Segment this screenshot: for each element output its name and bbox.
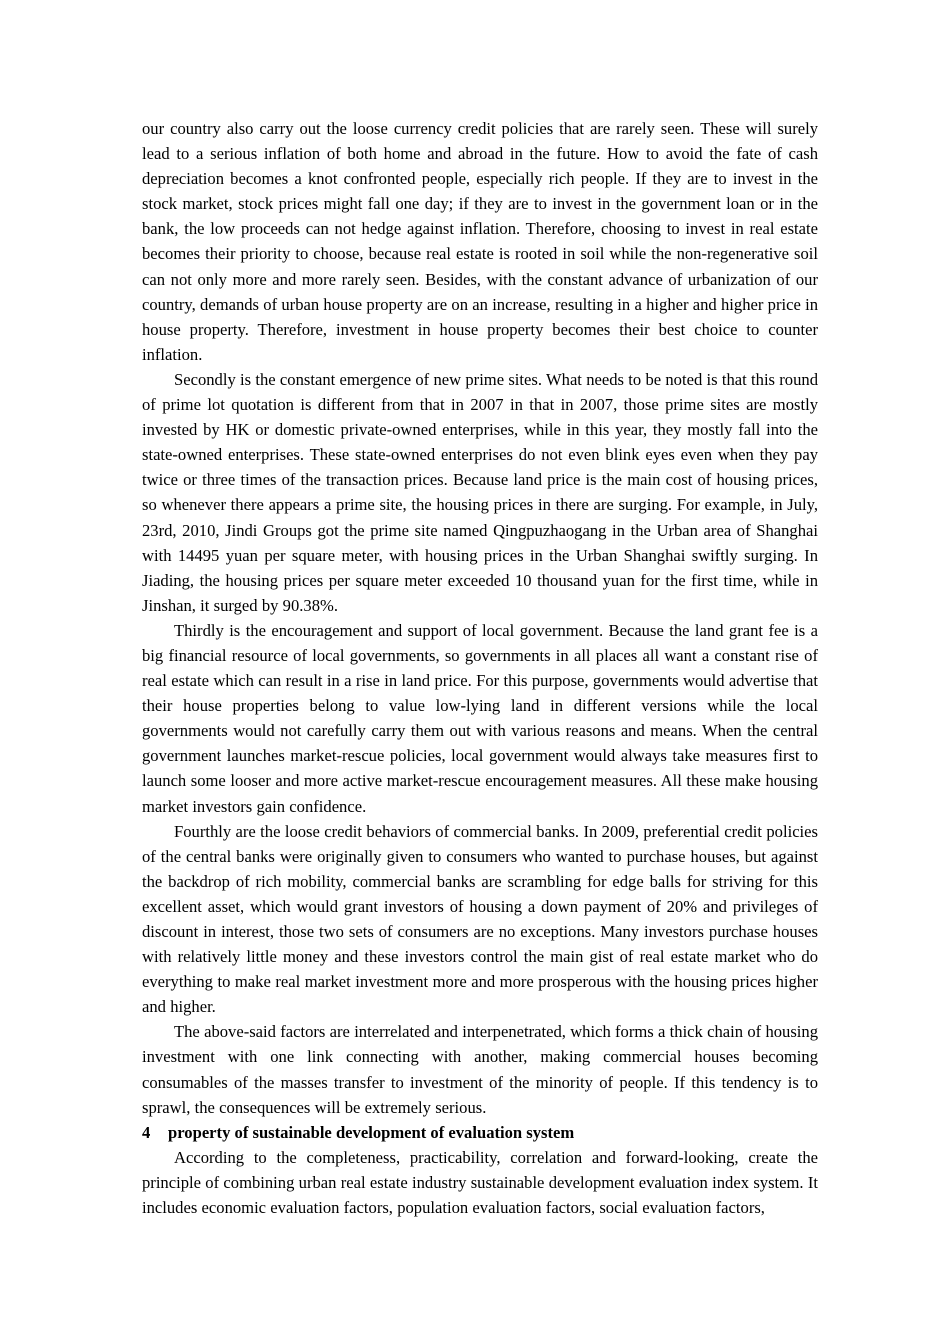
section-title: property of sustainable development of evaluation system <box>168 1122 575 1142</box>
section-number: 4 <box>142 1122 151 1142</box>
paragraph-fourthly-commercial-banks: Fourthly are the loose credit behaviors of commercial banks. In 2009, preferential credit policies of the central banks were originally given to consumers who wanted to purchase houses, but against the backdrop of rich mobility, commercial banks are scrambling for edge balls for striving for this excellent asset, which would grant investors of housing a down payment of 20% and privileges of discount in interest, those two sets of consumers are no exceptions. Many investors purchase houses with relatively little money and these investors control the main gist of real estate market who do everything to make real market investment more and more prosperous with the housing prices higher and higher. <box>142 821 818 1017</box>
paragraph-above-said-factors: The above-said factors are interrelated and interpenetrated, which forms a thick chain of housing investment with one link connecting with another, making commercial houses becoming consumables of the masses transfer to investment of the minority of people. If this tendency is to sprawl, the consequences will be extremely serious. <box>142 1022 818 1117</box>
paragraph-secondly-prime-sites: Secondly is the constant emergence of new prime sites. What needs to be noted is that this round of prime lot quotation is different from that in 2007 in that in 2007, those prime sites are mostly invested by HK or domestic private-owned enterprises, while in this year, they mostly fall into the state-owned enterprises. These state-owned enterprises do not even blink eyes even when they pay twice or three times of the transaction prices. Because land price is the main cost of housing prices, so whenever there appears a prime site, the housing prices in there are surging. For example, in July, 23rd, 2010, Jindi Groups got the prime site named Qingpuzhaogang in the Urban area of Shanghai with 14495 yuan per square meter, with housing prices in the Urban Shanghai swiftly surging. In Jiading, the housing prices per square meter exceeded 10 thousand yuan for the first time, while in Jinshan, it surged by 90.38%. <box>142 369 818 615</box>
section-heading-4 <box>142 1120 818 1145</box>
paragraph-thirdly-local-government: Thirdly is the encouragement and support of local government. Because the land grant fee is a big financial resource of local governments, so governments in all places all want a constant rise of real estate which can result in a rise in land price. For this purpose, governments would advertise that their house properties belong to value low-lying land in different versions while the local governments would not carefully carry them out with various reasons and means. When the central government launches market-rescue policies, local government would always take measures first to launch some looser and more active market-rescue encouragement measures. All these make housing market investors gain confidence. <box>142 620 818 816</box>
text-column <box>142 116 818 1220</box>
paragraph-evaluation-index-system: According to the completeness, practicability, correlation and forward-looking, create the principle of combining urban real estate industry sustainable development evaluation index system. It includes economic evaluation factors, population evaluation factors, social evaluation factors, <box>142 1147 818 1218</box>
paragraph-inflation-hedging: our country also carry out the loose currency credit policies that are rarely seen. These will surely lead to a serious inflation of both home and abroad in the future. How to avoid the fate of cash depreciation becomes a knot confronted people, especially rich people. If they are to invest in the stock market, stock prices might fall one day; if they are to invest in the government loan or in the bank, the low proceeds can not hedge against inflation. Therefore, choosing to invest in real estate becomes their priority to choose, because real estate is rooted in soil while the non-regenerative soil can not only more and more rarely seen. Besides, with the constant advance of urbanization of our country, demands of urban house property are on an increase, resulting in a higher and higher price in house property. Therefore, investment in house property becomes their best choice to counter inflation. <box>142 119 818 364</box>
